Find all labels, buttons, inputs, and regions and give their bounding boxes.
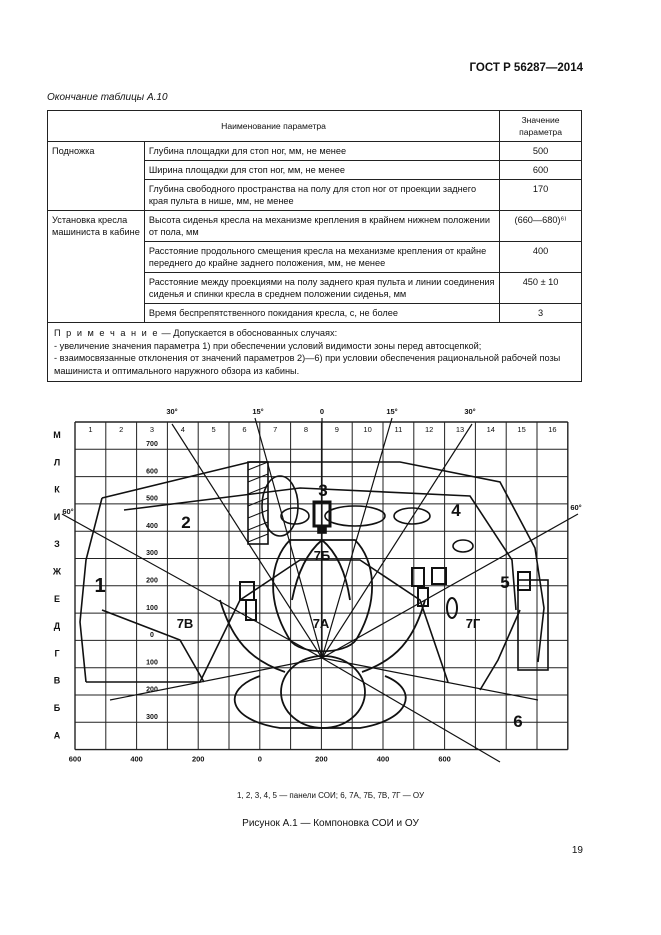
panel-label: 2 [181,513,191,532]
param-column-header: Наименование параметра [48,111,500,142]
param-cell: Глубина свободного пространства на полу для стоп ног от проекции заднего края пульта в нише, мм, не менее [144,180,499,211]
value-cell: (660—680)⁶⁾ [500,211,582,242]
note-item: - увеличение значения параметра 1) при обеспечении условий видимости зоны перед автосцепкой; [54,340,482,351]
column-number: 11 [394,425,403,434]
row-letter: К [54,484,60,495]
inner-scale-value: 0 [150,632,154,640]
row-letter: Л [53,457,61,468]
column-number: 13 [455,425,465,434]
column-number: 3 [149,425,155,434]
page-number: 19 [571,845,583,856]
param-cell: Время беспрепятственного покидания кресла, с, не более [144,304,499,323]
note-item: - взаимосвязанные отклонения от значений параметров 2)—6) при условии обеспечения рациональной рабочей позы машиниста и оптимального наружного обзора из кабины. [54,353,561,376]
column-number: 15 [517,425,526,434]
inner-scale-value: 600 [146,468,158,476]
angle-label: 0 [319,407,325,416]
column-number: 16 [548,425,557,434]
inner-scale-value: 300 [146,714,158,721]
panel-label: 7Г [465,616,481,631]
column-number: 6 [242,425,247,434]
inner-scale-value: 700 [146,441,158,448]
angle-label: 60° [570,503,582,512]
column-number: 10 [363,425,372,434]
inner-scale-value: 100 [146,659,158,667]
panel-label: 5 [500,573,510,592]
column-number: 12 [425,425,434,434]
param-cell: Высота сиденья кресла на механизме крепления в крайнем нижнем положении от пола, мм [144,211,499,242]
row-letter: И [53,511,61,522]
row-letter: В [53,675,61,686]
angle-label: 30° [166,407,178,416]
bottom-scale-value: 200 [191,754,205,764]
row-letter: Д [53,621,61,632]
param-cell: Расстояние продольного смещения кресла на механизме крепления от крайне переднего до крайне заднего положения, мм, не менее [144,242,499,273]
row-letter: З [54,539,60,550]
row-letter: Б [53,703,61,713]
value-cell: 3 [500,304,582,323]
figure-legend: 1, 2, 3, 4, 5 — панели СОИ; 6, 7А, 7Б, 7В, 7Г — ОУ [236,791,425,800]
row-letter: М [53,430,61,440]
value-column-header: Значение параметра [500,111,582,142]
bottom-scale-value: 600 [438,754,451,764]
inner-scale-value: 200 [146,577,158,585]
column-number: 8 [303,425,309,434]
group-name: Установка кресла машиниста в кабине [48,211,145,323]
param-cell: Расстояние между проекциями на полу заднего края пульта и линии соединения сиденья и спинки кресла в среднем положении сиденья, мм [144,273,499,304]
bottom-scale-value: 200 [315,754,328,764]
figure-title: Рисунок А.1 — Компоновка СОИ и ОУ [242,818,419,829]
param-cell: Глубина площадки для стоп ног, мм, не менее [144,142,499,161]
panel-label: 7А [312,616,330,631]
bottom-scale-value: 0 [257,754,262,764]
bottom-scale-value: 600 [68,754,82,764]
group-name: Подножка [48,142,145,211]
standard-header: ГОСТ Р 56287—2014 [469,62,583,74]
panel-label: 7Б [313,548,331,563]
note-text: — Допускается в обоснованных случаях: [158,328,338,338]
angle-label: 15° [386,407,398,416]
column-number: 14 [486,425,495,434]
value-cell: 170 [500,180,582,211]
panel-label: 7В [176,616,194,631]
bottom-scale-value: 400 [130,754,143,764]
note-label: П р и м е ч а н и е [54,328,159,338]
panel-label: 6 [513,712,523,731]
column-number: 5 [211,425,216,434]
param-cell: Ширина площадки для стоп ног, мм, не менее [144,161,499,180]
bottom-scale-value: 400 [376,754,390,764]
angle-label: 60° [62,507,74,516]
hatched-area [248,462,268,542]
column-number: 4 [180,425,185,434]
value-cell: 600 [500,161,582,180]
row-letter: Е [53,593,61,604]
panel-label: 1 [94,575,106,597]
value-cell: 400 [500,242,582,273]
value-cell: 500 [500,142,582,161]
column-number: 9 [334,425,339,434]
inner-scale-value: 100 [146,604,158,612]
row-letter: А [53,730,61,741]
angle-label: 30° [464,407,476,416]
row-letter: Г [54,648,60,659]
inner-scale-value: 300 [146,550,158,558]
value-cell: 450 ± 10 [500,273,582,304]
inner-scale-value: 500 [146,495,158,503]
inner-scale-value: 200 [146,686,158,694]
angle-label: 15° [252,407,264,416]
panel-label: 3 [318,481,328,500]
panel-label: 4 [451,501,461,520]
row-letter: Ж [52,566,62,577]
inner-scale-value: 400 [146,522,158,530]
column-number: 1 [88,425,93,434]
column-number: 7 [273,425,278,434]
table-continuation-label: Окончание таблицы А.10 [47,92,168,103]
column-number: 2 [119,425,124,434]
